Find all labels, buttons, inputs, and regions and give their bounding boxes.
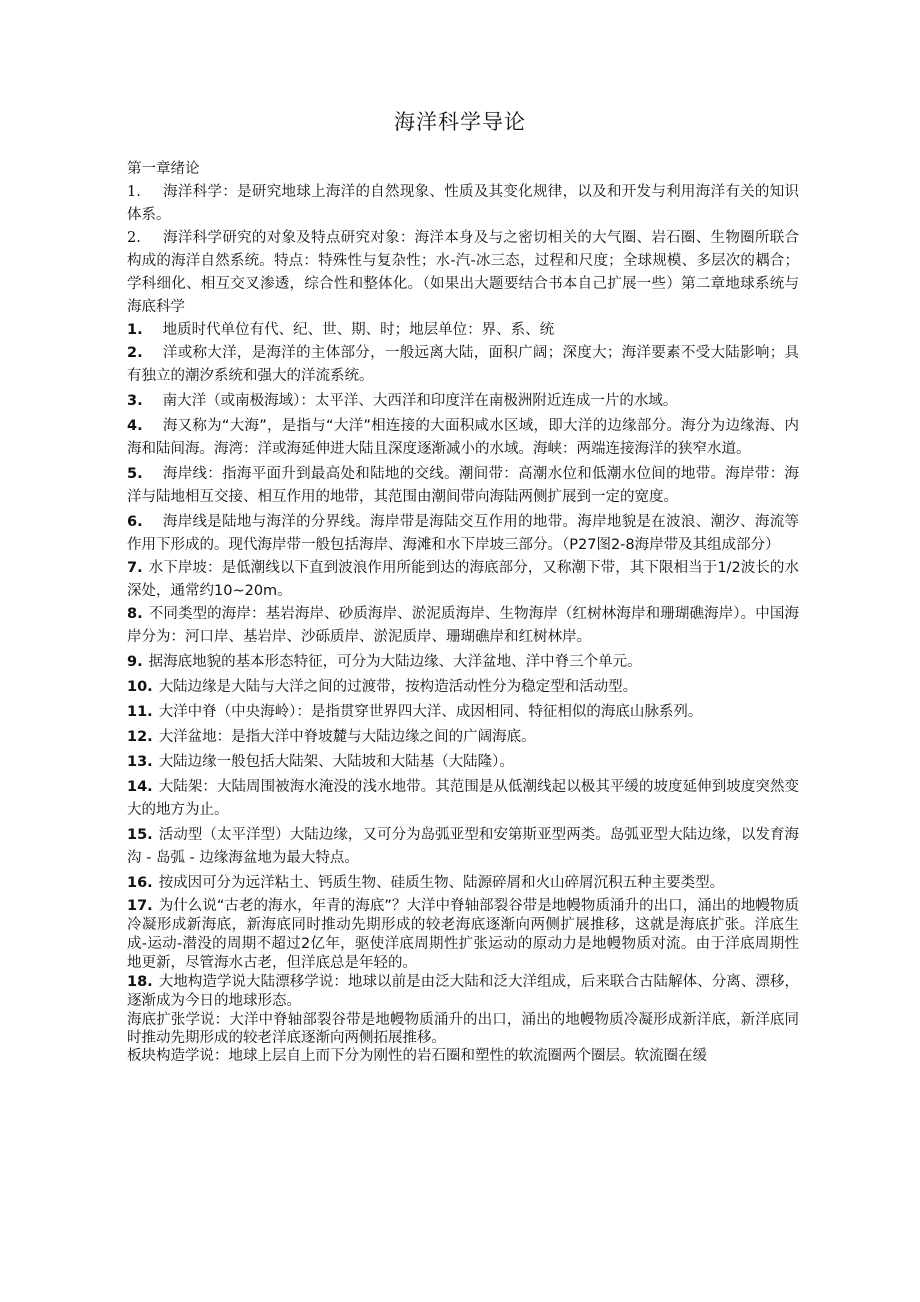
- paragraph: 13. 大陆边缘一般包括大陆架、大陆坡和大陆基（大陆隆）。: [127, 754, 514, 770]
- paragraph: 12. 大洋盆地：是指大洋中脊坡麓与大陆边缘之间的广阔海底。: [127, 729, 536, 745]
- document-body: [127, 158, 799, 1065]
- paragraph: 1. 地质时代单位有代、纪、世、期、时；地层单位：界、系、统: [127, 322, 555, 338]
- paragraph: 18. 大地构造学说大陆漂移学说：地球以前是由泛大陆和泛大洋组成，后来联合古陆解体、分离、漂移，逐渐成为今日的地球形态。: [127, 974, 799, 1009]
- paragraph: 1. 海洋科学：是研究地球上海洋的自然现象、性质及其变化规律，以及和开发与利用海洋有关的知识体系。: [127, 184, 799, 223]
- paragraph: 9. 据海底地貌的基本形态特征，可分为大陆边缘、大洋盆地、洋中脊三个单元。: [127, 654, 642, 670]
- paragraph: 15. 活动型（太平洋型）大陆边缘，又可分为岛弧亚型和安第斯亚型两类。岛弧亚型大陆边缘，以发育海沟 - 岛弧 - 边缘海盆地为最大特点。: [127, 827, 799, 866]
- paragraph: 6. 海岸线是陆地与海洋的分界线。海岸带是海陆交互作用的地带。海岸地貌是在波浪、潮汐、海流等作用下形成的。现代海岸带一般包括海岸、海滩和水下岸坡三部分。（P27图2-8海岸带及其组成部分）: [127, 514, 799, 553]
- paragraph: 7. 水下岸坡：是低潮线以下直到波浪作用所能到达的海底部分，又称潮下带，其下限相当于1/2波长的水深处，通常约10~20m。: [127, 560, 799, 599]
- paragraph: 14. 大陆架：大陆周围被海水淹没的浅水地带。其范围是从低潮线起以极其平缓的坡度延伸到坡度突然变大的地方为止。: [127, 779, 799, 818]
- paragraph: 17. 为什么说“古老的海水，年青的海底”？大洋中脊轴部裂谷带是地幔物质涌升的出口，涌出的地幔物质冷凝形成新海底，新海底同时推动先期形成的较老海底逐渐向两侧扩展推移，这就是海底扩张。洋底生成-运动-潜没的周期不超过2亿年，驱使洋底周期性扩张运动的原动力是地幔物质对流。由于洋底周期性地更新，尽管海水古老，但洋底总是年轻的。: [127, 898, 799, 971]
- paragraph: 16. 按成因可分为远洋粘土、钙质生物、硅质生物、陆源碎屑和火山碎屑沉积五种主要类型。: [127, 875, 725, 891]
- paragraph: 3. 南大洋（或南极海域）：太平洋、大西洋和印度洋在南极洲附近连成一片的水域。: [127, 393, 678, 409]
- page-title: 海洋科学导论: [394, 110, 526, 134]
- paragraph: 8. 不同类型的海岸：基岩海岸、砂质海岸、淤泥质海岸、生物海岸（红树林海岸和珊瑚礁海岸）。中国海岸分为：河口岸、基岩岸、沙砾质岸、淤泥质岸、珊瑚礁岸和红树林岸。: [127, 606, 799, 645]
- paragraph: 11. 大洋中脊（中央海岭）：是指贯穿世界四大洋、成因相同、特征相似的海底山脉系列。: [127, 704, 703, 720]
- paragraph: 10. 大陆边缘是大陆与大洋之间的过渡带，按构造活动性分为稳定型和活动型。: [127, 679, 638, 695]
- paragraph: 2. 洋或称大洋，是海洋的主体部分，一般远离大陆，面积广阔；深度大；海洋要素不受大陆影响；具有独立的潮汐系统和强大的洋流系统。: [127, 345, 799, 384]
- paragraph: 4. 海又称为“大海”，是指与“大洋”相连接的大面积咸水区域，即大洋的边缘部分。海分为边缘海、内海和陆间海。海湾：洋或海延伸进大陆且深度逐渐减小的水域。海峡：两端连接海洋的狭窄水道。: [127, 418, 799, 457]
- chapter-heading: 第一章绪论: [127, 161, 200, 177]
- paragraph: 5. 海岸线：指海平面升到最高处和陆地的交线。潮间带：高潮水位和低潮水位间的地带。海岸带：海洋与陆地相互交接、相互作用的地带，其范围由潮间带向海陆两侧扩展到一定的宽度。: [127, 466, 799, 505]
- paragraph: 海底扩张学说：大洋中脊轴部裂谷带是地幔物质涌升的出口，涌出的地幔物质冷凝形成新洋底，新洋底同时推动先期形成的较老洋底逐渐向两侧拓展推移。: [127, 1012, 799, 1046]
- paragraph: 板块构造学说：地球上层自上而下分为刚性的岩石圈和塑性的软流圈两个圈层。软流圈在缓: [127, 1048, 707, 1064]
- paragraph: 2. 海洋科学研究的对象及特点研究对象：海洋本身及与之密切相关的大气圈、岩石圈、生物圈所联合构成的海洋自然系统。特点：特殊性与复杂性；水-汽-冰三态，过程和尺度；全球规模、多层次的耦合；学科细化、相互交叉渗透，综合性和整体化。（如果出大题要结合书本自己扩展一些）第二章地球系统与海底科学: [127, 230, 799, 315]
